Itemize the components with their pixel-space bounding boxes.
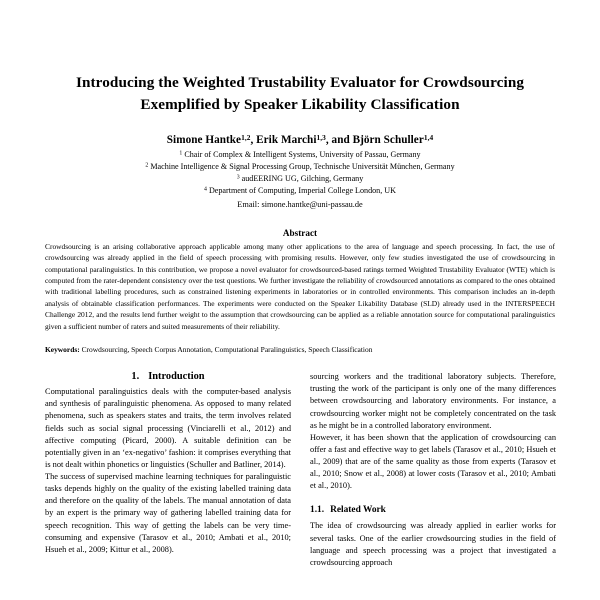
- subsection-number: 1.1.: [310, 505, 325, 516]
- title-line-2: Exemplified by Speaker Likability Classification: [140, 95, 460, 113]
- title-line-1: Introducing the Weighted Trustability Evaluator for Crowdsourcing: [75, 74, 525, 91]
- author-list: [45, 134, 555, 146]
- page-title: [45, 72, 555, 115]
- section-number: 1.: [131, 371, 140, 383]
- abstract-text: Crowdsourcing is an arising collaborative approach applicable among many other applications to the area of language and speech processing. In fact, the use of crowdsourcing was already applied in the field of speech processing with promising results. However, only few studies investigated the use of crowdsourcing in computational paralinguistics. In this contribution, we propose a novel evaluator for crowdsourced-based ratings termed Weighted Trustability Evaluator (WTE) which is computed from the rater-dependent consistency over the test questions. We further investigate the reliability of crowdsourced annotations as compared to the ones obtained with traditional labelling procedures, such as constrained listening experiments in laboratories or in controlled environments. This comparison includes an in-depth analysis of obtainable classification performances. The experiments were conducted on the Speaker Likability Database (SLD) already used in the INTERSPEECH Challenge 2012, and the results lend further weight to the assumption that crowdsourcing can be applied as a reliable annotation source for computational paralinguistics given a sufficient number of raters and suited measurements of their reliability.: [45, 241, 555, 331]
- left-column: [45, 371, 291, 569]
- affiliation-block: [45, 149, 555, 211]
- affiliation-text: Machine Intelligence & Signal Processing Group, Technische Universität München, Germany: [150, 162, 455, 172]
- right-column: [310, 371, 556, 569]
- contact-email: Email: simone.hantke@uni-passau.de: [237, 199, 363, 209]
- affiliation-text: Chair of Complex & Intelligent Systems, University of Passau, Germany: [184, 150, 421, 160]
- author-name-1: Simone Hantke: [166, 134, 242, 147]
- subsection-heading-related-work: [310, 505, 556, 515]
- affiliation-marker: 4: [204, 186, 207, 193]
- author-separator-2: , and: [325, 134, 353, 147]
- keywords-text: Crowdsourcing, Speech Corpus Annotation, Computational Paralinguistics, Speech Classification: [79, 345, 373, 355]
- affiliation-line: [45, 161, 555, 173]
- affiliation-text: audEERING UG, Gilching, Germany: [241, 173, 364, 183]
- author-separator-1: ,: [250, 134, 257, 147]
- abstract-heading: Abstract: [282, 227, 318, 238]
- author-name-3: Björn Schuller: [352, 134, 424, 147]
- paragraph: However, it has been shown that the application of crowdsourcing can offer a fast and effective way to get labels (Tarasov et al., 2010; Hsueh et al., 2009) that are of the same quality as those from experts (Tarasov et al., 2010; Snow et al., 2008) at lower costs (Tarasov et al., 2010; Ambati et al., 2010).: [310, 432, 556, 491]
- section-heading-introduction: [45, 371, 291, 382]
- affiliation-line: [45, 173, 555, 185]
- affiliation-text: Department of Computing, Imperial College London, UK: [208, 185, 396, 195]
- subsection-title: Related Work: [330, 505, 386, 516]
- body-columns: [45, 371, 555, 569]
- affiliation-marker: 1: [179, 150, 183, 157]
- author-name-2: Erik Marchi: [256, 134, 317, 147]
- author-affil-marker-2: 1,3: [316, 133, 326, 143]
- paragraph: Computational paralinguistics deals with the computer-based analysis and synthesis of paralinguistic phenomena. As opposed to many related phenomena, such as speakers states and traits, the term involves related fields such as social signal processing (Vinciarelli et al., 2012) and affective computing (Picard, 2000). A suitable definition can be potentially given in an ‘ex-negativo’ fashion: it comprises everything that is not dealt within phonetics or linguistics (Schuller and Batliner, 2014).: [45, 387, 291, 469]
- paragraph: sourcing workers and the traditional laboratory subjects. Therefore, trusting the work of the participant is only one of the many differences between crowdsourcing and laboratory environments. For instance, a crowdsourcing worker might not be completely concentrated on the task as he might be in a controlled laboratory environment.: [310, 372, 556, 430]
- author-affil-marker-1: 1,2: [241, 133, 251, 143]
- paragraph: The idea of crowdsourcing was already applied in earlier works for several tasks. One of the earlier crowdsourcing studies in the field of language and speech processing was a project that investigated a crowdsourcing approach: [310, 521, 556, 567]
- affiliation-line: [45, 149, 555, 161]
- section-title: Introduction: [148, 371, 205, 383]
- author-affil-marker-3: 1,4: [423, 133, 434, 143]
- keywords-line: [45, 344, 555, 355]
- keywords-label: Keywords:: [45, 345, 80, 355]
- affiliation-marker: 2: [145, 162, 149, 169]
- affiliation-marker: 3: [236, 174, 240, 181]
- affiliation-line: [45, 185, 555, 197]
- paragraph: The success of supervised machine learning techniques for paralinguistic tasks depends highly on the quality of the existing labelled training data and therefore on the quality of the labels. The manual annotation of data by an expert is the primary way of gathering labelled training data for speech recognition. This way of getting the labels can be very time-consuming and expensive (Tarasov et al., 2010; Ambati et al., 2010; Hsueh et al., 2009; Kittur et al., 2008).: [45, 472, 291, 554]
